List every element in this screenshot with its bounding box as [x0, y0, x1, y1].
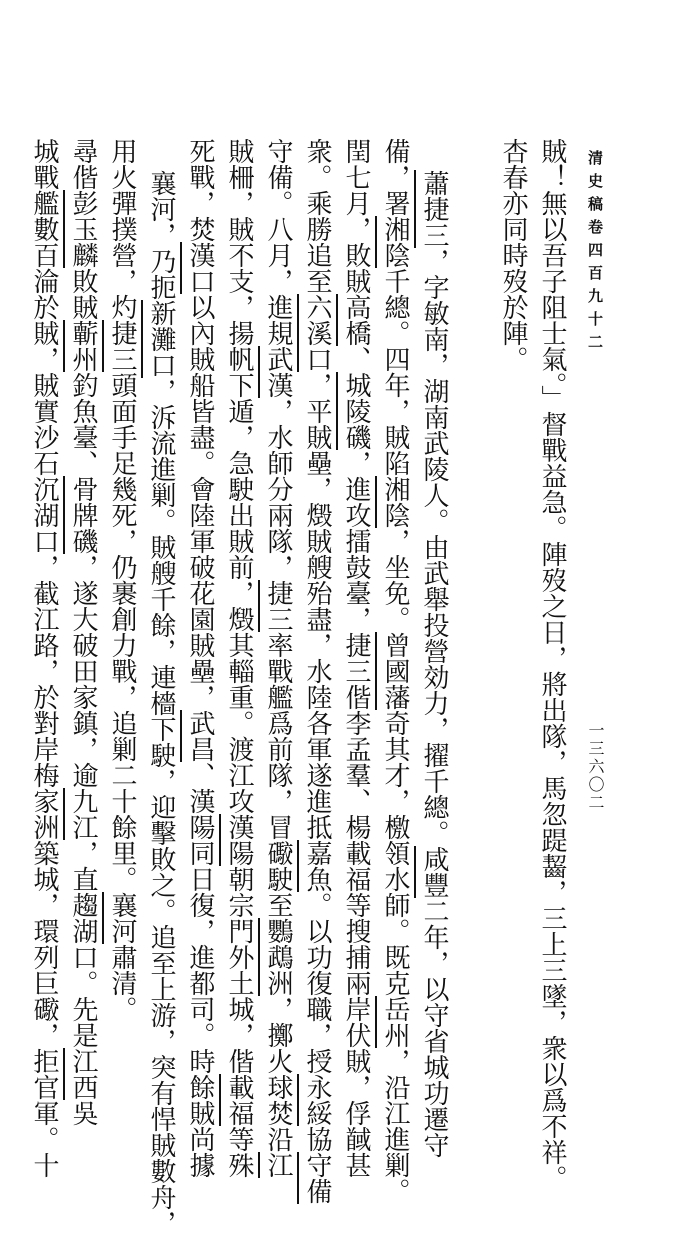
text-column: 城戰艦數百淪於賊，賊實沙石沉湖口，截江路，於對岸梅家洲築城，環列巨礮，拒官軍。十 — [29, 138, 59, 1178]
page-number: 一三六〇二 — [586, 722, 605, 812]
text-column: 襄河，乃扼新灘口，泝流進剿。賊艘千餘，連檣下駛，迎擊敗之。追至上游，突有悍賊數舟， — [146, 170, 176, 1236]
text-column: 賊！無以吾子阻士氣。」督戰益急。陣歿之日，將出隊，馬忽踶齧，三上三墜，衆以爲不祥。 — [537, 138, 567, 1191]
text-column: 尋偕彭玉麟敗賊蘄州釣魚臺、骨牌磯，遂大破田家鎮，逾九江，直趨湖口。先是江西吳 — [68, 138, 98, 1126]
text-column: 蕭捷三，字敏南，湖南武陵人。由武舉投營効力，擢千總。咸豐二年，以守省城功遷守 — [419, 170, 449, 1158]
text-column: 守備。八月，進規武漢，水師分兩隊，捷三率戰艦爲前隊，冒礮駛至鸚鵡洲，擲火球焚沿江 — [263, 138, 293, 1178]
text-column: 衆。乘勝追至六溪口，平賊壘，燬賊艘殆盡，水陸各軍遂進抵嘉魚。以功復職，授永綏協守備 — [302, 138, 332, 1204]
text-column: 死戰，焚漢口以內賊船皆盡。會陸軍破花園賊壘，武昌、漢陽同日復，進都司。時餘賊尚據 — [185, 138, 215, 1178]
running-header: 清史稿卷四百九十二 — [586, 150, 604, 357]
text-column: 備，署湘陰千總。四年，賊陷湘陰，坐免。曾國藩奇其才，檄領水師。既克岳州，沿江進剿。 — [380, 138, 410, 1204]
text-column: 用火彈撲營，灼捷三頭面手足幾死，仍裹創力戰，追剿二十餘里。襄河肅清。 — [107, 138, 137, 1022]
text-column: 杏春亦同時歿於陣。 — [498, 138, 528, 372]
text-column: 閏七月，敗賊高橋、城陵磯，進攻擂鼓臺，捷三偕李孟羣、楊載福等搜捕兩岸伏賊，俘馘甚 — [341, 138, 371, 1178]
text-column: 賊柵，賊不支，揚帆下遁，急駛出賊前，燬其輜重。渡江攻漢陽朝宗門外土城，偕載福等殊 — [224, 138, 254, 1178]
